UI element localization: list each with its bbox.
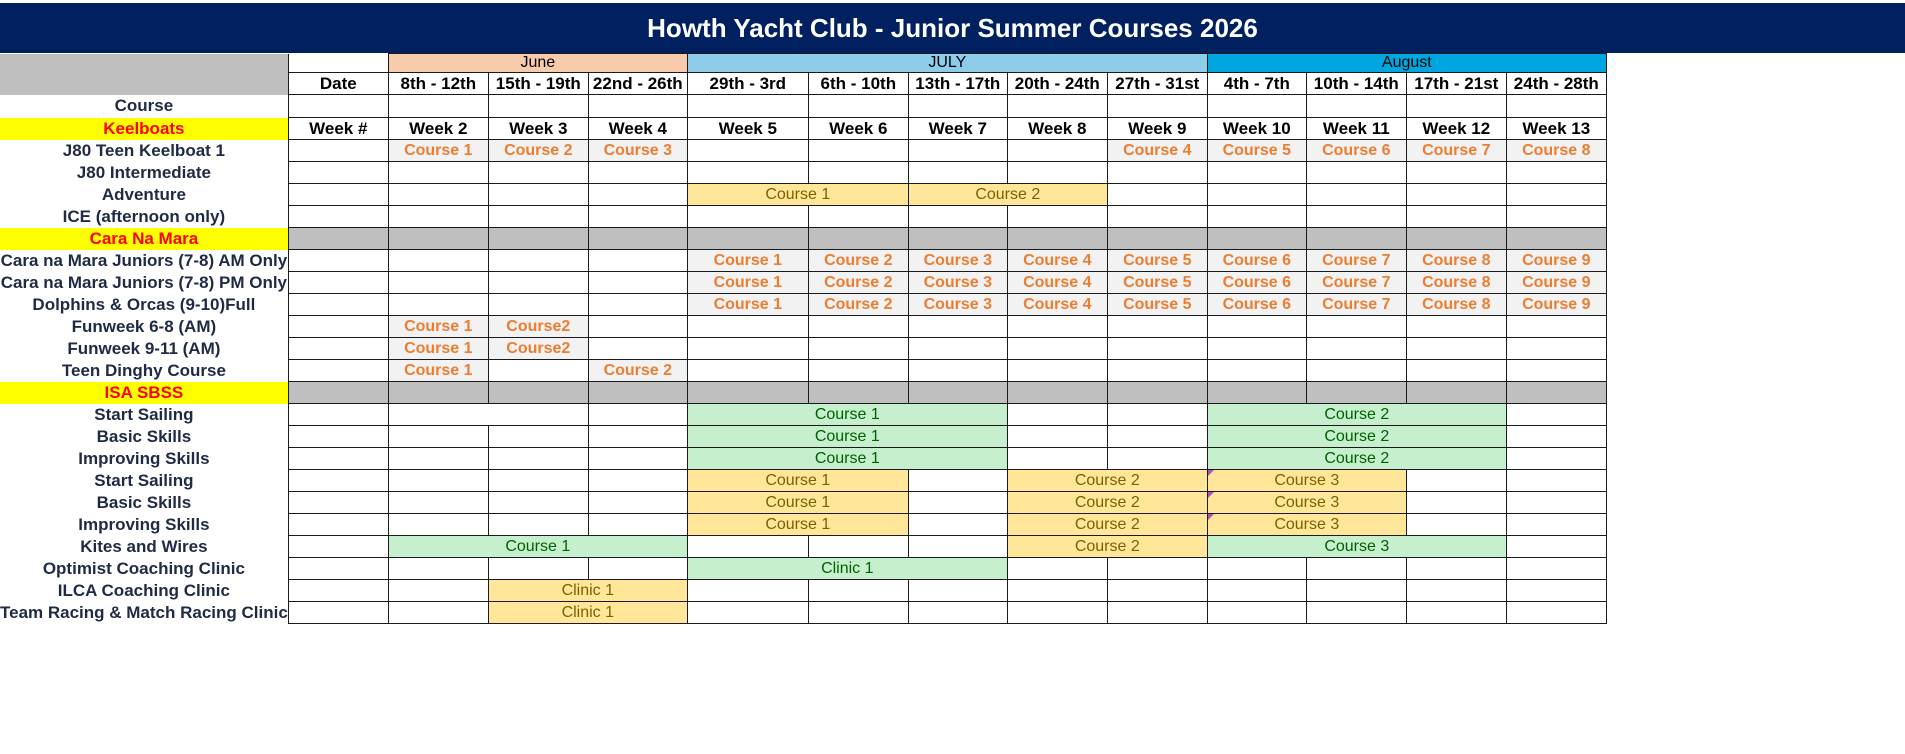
course-cell[interactable]: Course 2	[1007, 514, 1207, 536]
course-cell[interactable]: Course 3	[1207, 536, 1506, 558]
course-cell[interactable]: Course 2	[1207, 448, 1506, 470]
course-cell[interactable]: Course 4	[1007, 294, 1107, 316]
course-cell[interactable]: Course 5	[1107, 250, 1207, 272]
date-cell[interactable]: 22nd - 26th	[588, 73, 687, 95]
row-label: Basic Skills	[96, 492, 192, 512]
course-cell[interactable]: Course 9	[1506, 294, 1606, 316]
course-cell[interactable]: Course 3	[1207, 470, 1406, 492]
week-cell[interactable]: Week 7	[908, 118, 1007, 140]
date-cell[interactable]: 8th - 12th	[388, 73, 488, 95]
course-cell[interactable]: Course 4	[1107, 140, 1207, 162]
row-label: ILCA Coaching Clinic	[57, 580, 230, 600]
course-cell[interactable]: Course 1	[388, 338, 488, 360]
course-cell[interactable]: Course 1	[388, 360, 488, 382]
date-cell[interactable]: 6th - 10th	[808, 73, 908, 95]
course-cell[interactable]: Course 3	[908, 250, 1007, 272]
course-cell[interactable]: Course 7	[1406, 140, 1506, 162]
row-label: ICE (afternoon only)	[62, 206, 226, 226]
course-cell[interactable]: Course 1	[687, 426, 1007, 448]
course-cell[interactable]: Course 5	[1107, 294, 1207, 316]
row-label: Funweek 6-8 (AM)	[71, 316, 217, 336]
course-cell[interactable]: Course 4	[1007, 250, 1107, 272]
date-cell[interactable]: 15th - 19th	[488, 73, 588, 95]
course-cell[interactable]: Course 8	[1506, 140, 1606, 162]
course-cell[interactable]: Course 2	[1007, 536, 1207, 558]
course-cell[interactable]: Course 2	[488, 140, 588, 162]
row-label: Adventure	[101, 184, 186, 204]
date-cell[interactable]: 17th - 21st	[1406, 73, 1506, 95]
course-cell[interactable]: Course 2	[908, 184, 1107, 206]
month-august: August	[1207, 54, 1606, 73]
row-label: Cara na Mara Juniors (7-8) AM Only	[0, 250, 288, 270]
month-june: June	[388, 54, 687, 73]
course-cell[interactable]: Course 5	[1107, 272, 1207, 294]
course-cell[interactable]: Course 1	[687, 404, 1007, 426]
week-cell[interactable]: Week 10	[1207, 118, 1306, 140]
course-cell[interactable]: Course 2	[808, 294, 908, 316]
row-label: Funweek 9-11 (AM)	[67, 338, 221, 358]
course-header: Course	[114, 96, 174, 115]
section-cara-na-mara: Cara Na Mara	[0, 228, 288, 250]
section-isa-sbss: ISA SBSS	[0, 382, 288, 404]
date-cell[interactable]: 20th - 24th	[1007, 73, 1107, 95]
clinic-cell[interactable]: Clinic 1	[488, 602, 687, 624]
course-cell[interactable]: Course 7	[1306, 294, 1406, 316]
course-cell[interactable]: Course 1	[687, 492, 908, 514]
course-cell[interactable]: Course 7	[1306, 272, 1406, 294]
course-cell[interactable]: Course 7	[1306, 250, 1406, 272]
date-cell[interactable]: 13th - 17th	[908, 73, 1007, 95]
week-cell[interactable]: Week 12	[1406, 118, 1506, 140]
course-cell[interactable]: Course 3	[1207, 514, 1406, 536]
row-label: Dolphins & Orcas (9-10)Full	[32, 294, 256, 314]
course-cell[interactable]: Course 6	[1306, 140, 1406, 162]
course-cell[interactable]: Course 9	[1506, 272, 1606, 294]
week-cell[interactable]: Week 2	[388, 118, 488, 140]
course-cell[interactable]: Course 1	[687, 184, 908, 206]
row-label: Teen Dinghy Course	[61, 360, 226, 380]
course-cell[interactable]: Course 1	[687, 294, 808, 316]
date-cell[interactable]: 27th - 31st	[1107, 73, 1207, 95]
row-label: Kites and Wires	[80, 536, 208, 556]
course-cell[interactable]: Course 5	[1207, 140, 1306, 162]
sheet-title: Howth Yacht Club - Junior Summer Courses 2026	[0, 0, 1905, 53]
course-cell[interactable]: Course 6	[1207, 272, 1306, 294]
course-cell[interactable]: Course 6	[1207, 250, 1306, 272]
week-cell[interactable]: Week 13	[1506, 118, 1606, 140]
clinic-cell[interactable]: Clinic 1	[687, 558, 1007, 580]
course-cell[interactable]: Course 1	[388, 140, 488, 162]
course-cell[interactable]: Course 2	[808, 250, 908, 272]
date-cell[interactable]: 29th - 3rd	[687, 73, 808, 95]
clinic-cell[interactable]: Clinic 1	[488, 580, 687, 602]
course-cell[interactable]: Course 3	[1207, 492, 1406, 514]
course-cell[interactable]: Course 2	[1207, 404, 1506, 426]
course-cell[interactable]: Course 1	[687, 250, 808, 272]
week-header: Week #	[288, 118, 388, 140]
week-cell[interactable]: Week 11	[1306, 118, 1406, 140]
date-cell[interactable]: 10th - 14th	[1306, 73, 1406, 95]
course-cell[interactable]: Course 1	[687, 514, 908, 536]
course-cell[interactable]: Course 2	[1207, 426, 1506, 448]
week-cell[interactable]: Week 3	[488, 118, 588, 140]
corner-cell	[0, 54, 288, 95]
course-cell[interactable]: Course 3	[908, 272, 1007, 294]
course-cell[interactable]: Course2	[488, 338, 588, 360]
course-cell[interactable]: Course 8	[1406, 272, 1506, 294]
week-cell[interactable]: Week 9	[1107, 118, 1207, 140]
row-label: J80 Teen Keelboat 1	[62, 140, 225, 160]
course-cell[interactable]: Course 6	[1207, 294, 1306, 316]
course-cell[interactable]: Course 1	[687, 470, 908, 492]
course-cell[interactable]: Course 1	[687, 448, 1007, 470]
week-cell[interactable]: Week 8	[1007, 118, 1107, 140]
week-cell[interactable]: Week 6	[808, 118, 908, 140]
course-cell[interactable]: Course 3	[588, 140, 687, 162]
row-label: Basic Skills	[96, 426, 192, 446]
course-cell[interactable]: Course 8	[1406, 294, 1506, 316]
course-cell[interactable]: Course 3	[908, 294, 1007, 316]
section-keelboats: Keelboats	[0, 118, 288, 140]
row-label: Cara na Mara Juniors (7-8) PM Only	[0, 272, 288, 292]
week-cell[interactable]: Week 5	[687, 118, 808, 140]
course-cell[interactable]: Course 9	[1506, 250, 1606, 272]
date-header: Date	[288, 73, 388, 95]
course-cell[interactable]: Course 1	[687, 272, 808, 294]
row-label: Start Sailing	[94, 470, 194, 490]
course-cell[interactable]: Course 4	[1007, 272, 1107, 294]
course-cell[interactable]: Course 1	[388, 316, 488, 338]
date-cell[interactable]: 24th - 28th	[1506, 73, 1606, 95]
date-cell[interactable]: 4th - 7th	[1207, 73, 1306, 95]
schedule-table	[0, 53, 1607, 624]
schedule-grid[interactable]	[0, 53, 1607, 624]
course-cell[interactable]: Course 2	[588, 360, 687, 382]
row-label: Improving Skills	[78, 448, 210, 468]
course-cell[interactable]: Course 2	[1007, 492, 1207, 514]
row-label: Optimist Coaching Clinic	[42, 558, 245, 578]
row-label: Improving Skills	[78, 514, 210, 534]
row-label: Start Sailing	[94, 404, 194, 424]
month-july: JULY	[687, 54, 1207, 73]
course-cell[interactable]: Course2	[488, 316, 588, 338]
course-cell[interactable]: Course 2	[1007, 470, 1207, 492]
course-cell[interactable]: Course 8	[1406, 250, 1506, 272]
row-label: Team Racing & Match Racing Clinic	[0, 602, 288, 622]
course-cell[interactable]: Course 2	[808, 272, 908, 294]
row-label: J80 Intermediate	[76, 162, 211, 182]
course-cell[interactable]: Course 1	[388, 536, 687, 558]
week-cell[interactable]: Week 4	[588, 118, 687, 140]
